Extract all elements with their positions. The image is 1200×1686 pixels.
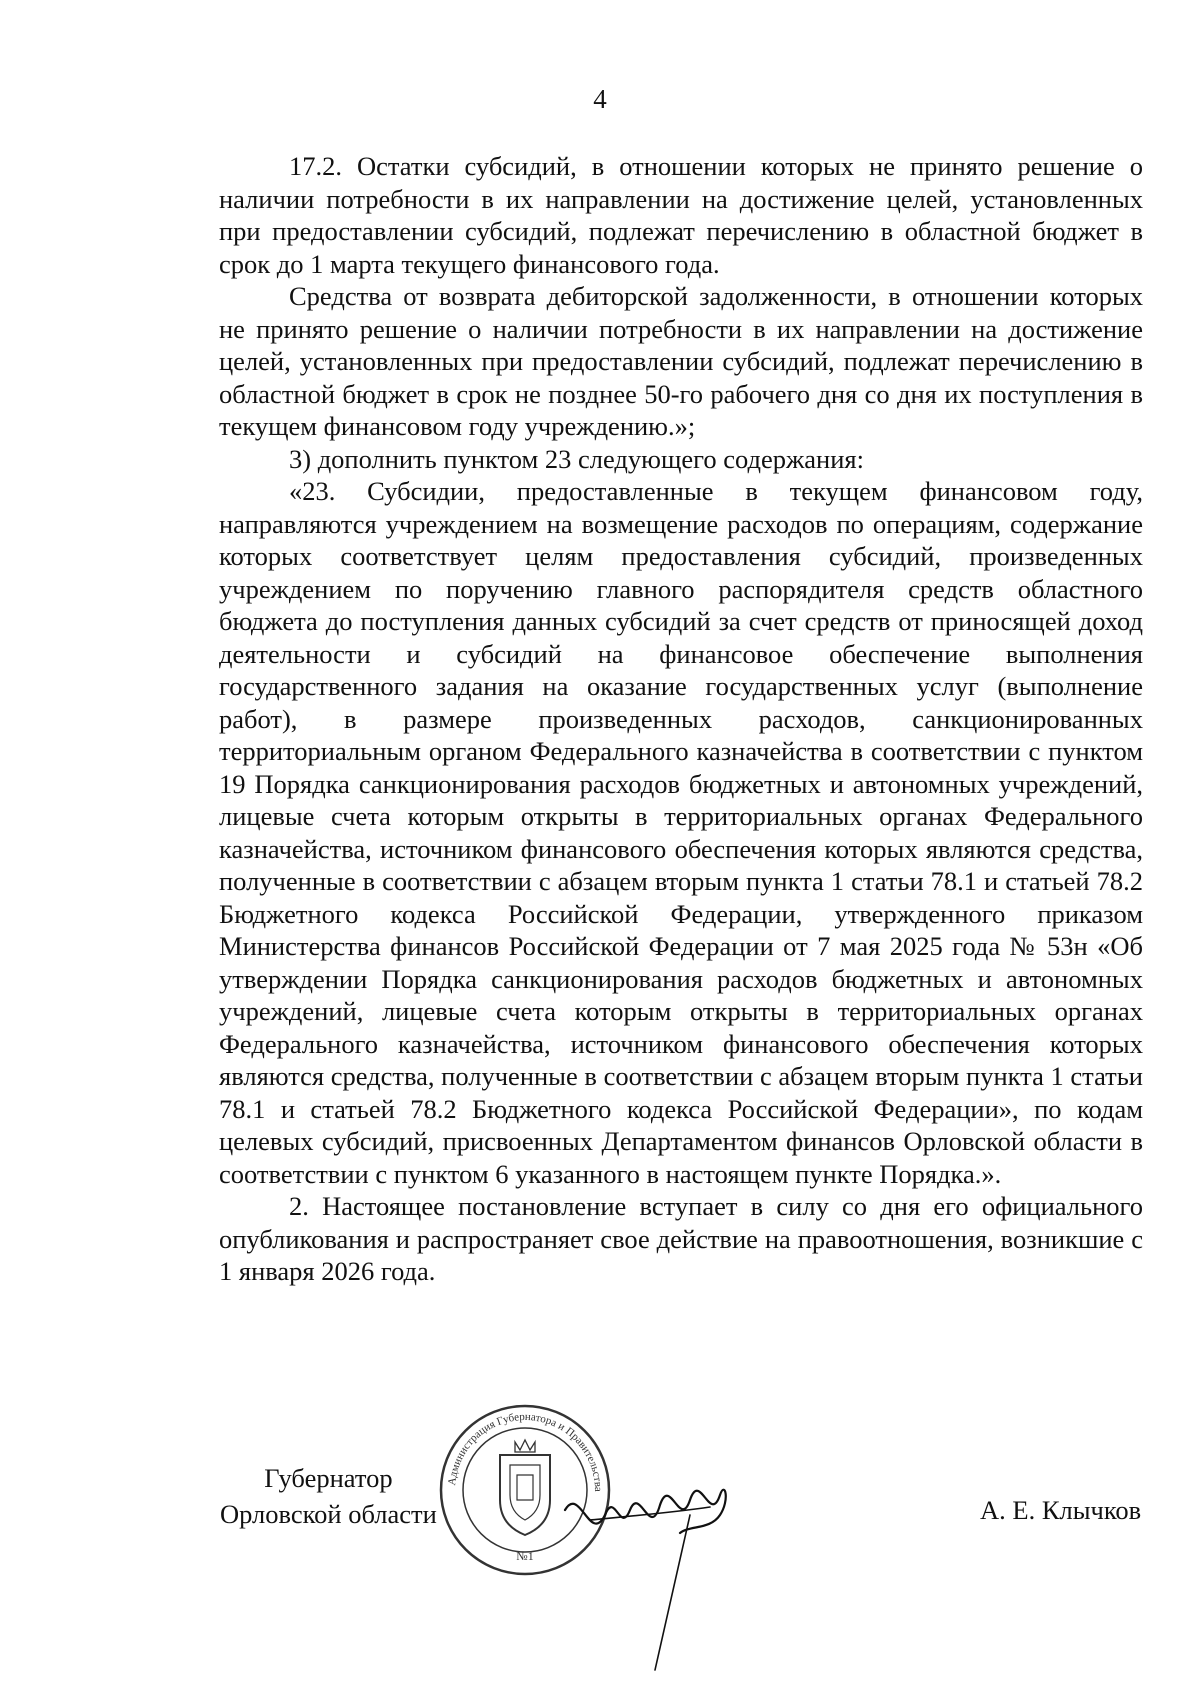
signatory-title-line1: Губернатор <box>264 1463 393 1493</box>
paragraph-receivables: Средства от возврата дебиторской задолженности, в отношении которых не принято решение о наличии потребности в их направлении на достижение целей, установленных при предоставлении субсидий, подлежат перечислению в областной бюджет в срок не позднее 50-го рабочего дня со дня их поступления в текущем финансовом году учреждению.»; <box>219 281 1143 441</box>
page-number: 4 <box>593 84 607 114</box>
signatory-title <box>220 1460 437 1532</box>
signatory-name: А. Е. Клычков <box>980 1495 1142 1525</box>
svg-text:Администрация Губернатора и Пр: Администрация Губернатора и Правительства <box>446 1410 605 1492</box>
paragraph-17-2: 17.2. Остатки субсидий, в отношении которых не принято решение о наличии потребности в их направлении на достижение целей, установленных при предоставлении субсидий, подлежат перечислению в областной бюджет в срок до 1 марта текущего финансового года. <box>219 151 1143 279</box>
handwritten-signature-icon <box>560 1455 740 1675</box>
paragraph-effective-date: 2. Настоящее постановление вступает в силу со дня его официального опубликования и распространяет свое действие на правоотношения, возникшие с 1 января 2026 года. <box>219 1191 1143 1286</box>
signatory-title-line2: Орловской области <box>220 1499 437 1529</box>
svg-text:№1: №1 <box>516 1549 534 1563</box>
paragraph-23: «23. Субсидии, предоставленные в текущем финансовом году, направляются учреждением на возмещение расходов по операциям, содержание которых соответствует целям предоставления субсидий, произведенных учреждением по поручению главного распорядителя средств областного бюджета до поступления данных субсидий за счет средств от приносящей доход деятельности и субсидий на финансовое обеспечение выполнения государственного задания на оказание государственных услуг (выполнение работ), в размере произведенных расходов, санкционированных территориальным органом Федерального казначейства в соответствии с пунктом 19 Порядка санкционирования расходов бюджетных и автономных учреждений, лицевые счета которым открыты в территориальных органах Федерального казначейства, источником финансового обеспечения которых являются средства, полученные в соответствии с абзацем вторым пункта 1 статьи 78.1 и статьей 78.2 Бюджетного кодекса Российской Федерации, утвержденного приказом Министерства финансов Российской Федерации от 7 мая 2025 года № 53н «Об утверждении Порядка санкционирования расходов бюджетных и автономных учреждений, лицевые счета которым открыты в территориальных органах Федерального казначейства, источником финансового обеспечения которых являются средства, полученные в соответствии с абзацем вторым пункта 1 статьи 78.1 и статьей 78.2 Бюджетного кодекса Российской Федерации», по кодам целевых субсидий, присвоенных Департаментом финансов Орловской области в соответствии с пунктом 6 указанного в настоящем пункте Порядка.». <box>219 476 1143 1189</box>
paragraph-item-3: 3) дополнить пунктом 23 следующего содержания: <box>289 443 864 474</box>
